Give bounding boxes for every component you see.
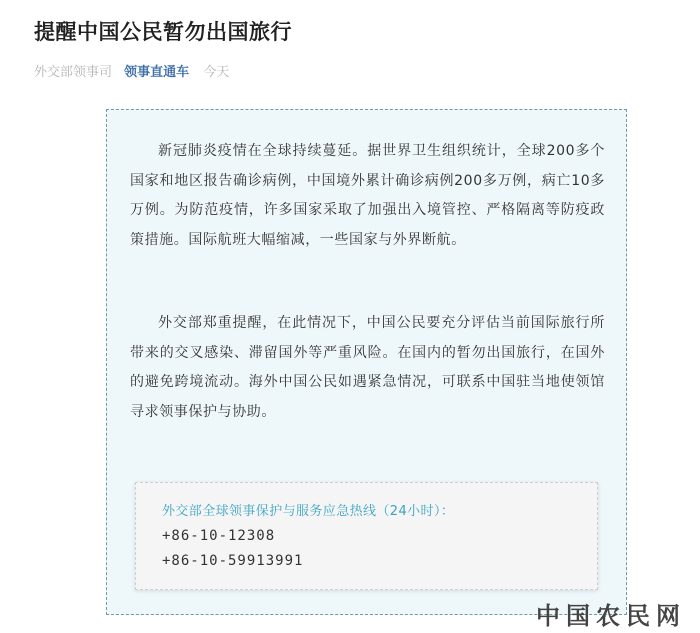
hotline-box — [135, 482, 598, 590]
notice-box — [106, 109, 627, 615]
article-title: 提醒中国公民暂勿出国旅行 — [34, 20, 292, 44]
account-link[interactable]: 领事直通车 — [124, 65, 190, 80]
hotline-phone-2[interactable]: +86-10-59913991 — [162, 553, 304, 569]
watermark-logo: 中国农民网 — [536, 601, 686, 630]
source-name: 外交部领事司 — [34, 65, 113, 80]
notice-paragraph-1: 新冠肺炎疫情在全球持续蔓延。据世界卫生组织统计，全球200多个国家和地区报告确诊病例，中国境外累计确诊病例200多万例，病亡10多万例。为防范疫情，许多国家采取了加强出入境管控、严格隔离等防疫政策措施。国际航班大幅缩减，一些国家与外界断航。 — [130, 143, 605, 248]
article-meta — [34, 61, 229, 80]
publish-date: 今天 — [203, 65, 230, 80]
notice-paragraph-2: 外交部郑重提醒，在此情况下，中国公民要充分评估当前国际旅行所带来的交叉感染、滞留国外等严重风险。在国内的暂勿出国旅行，在国外的避免跨境流动。海外中国公民如遇紧急情况，可联系中国驻当地使领馆寻求领事保护与协助。 — [130, 315, 605, 420]
hotline-phone-1[interactable]: +86-10-12308 — [162, 528, 276, 544]
hotline-title: 外交部全球领事保护与服务应急热线（24小时）： — [162, 504, 455, 519]
